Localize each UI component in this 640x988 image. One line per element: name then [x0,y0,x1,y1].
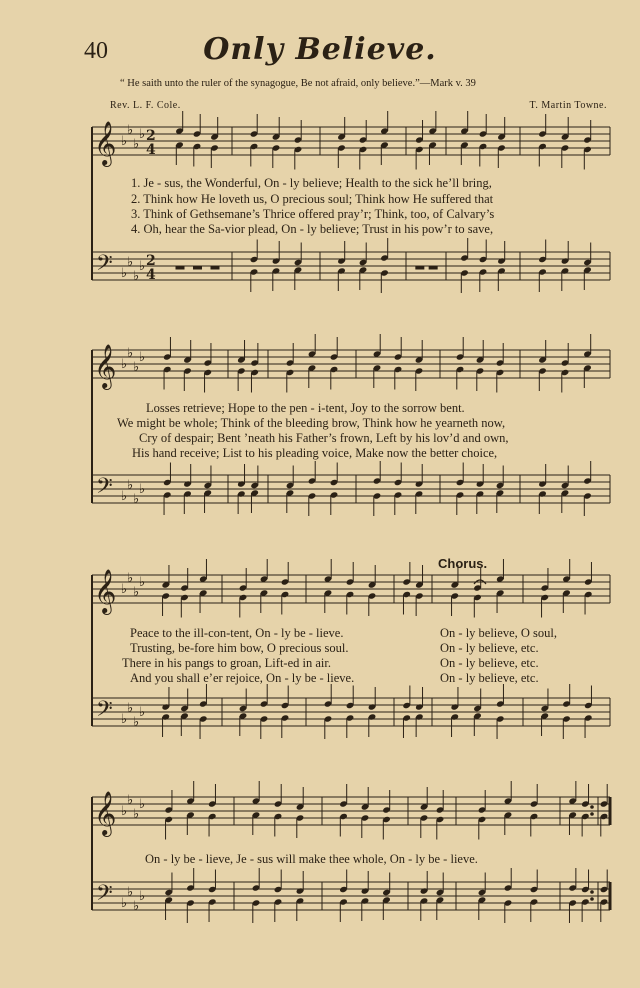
flat-icon: ♭ [139,350,146,365]
flat-icon: ♭ [127,701,134,716]
flat-icon: ♭ [127,255,134,270]
hymn-title: Only Believe. [203,32,437,67]
flat-icon: ♭ [139,259,146,274]
repeat-dot [590,890,594,894]
lyricist-credit: Rev. L. F. Cole. [110,100,181,111]
flat-icon: ♭ [121,489,128,504]
repeat-dot [590,805,594,809]
chorus-line-1: On - ly believe, O soul, [440,626,557,640]
flat-icon: ♭ [127,346,134,361]
system3-verse-3: There in his pangs to groan, Lift-ed in air. [122,656,331,670]
system1-verse-3: 3. Think of Gethsemane’s Thrice offered pray’r; Think, too, of Calvary’s [131,207,495,221]
system2-verse-3: Cry of despair; Bent ’neath his Father’s frown, Left by his lov’d and own, [139,431,509,445]
scripture-epigraph: “ He saith unto the ruler of the synagogue, Be not afraid, only believe.”—Mark v. 39 [120,78,476,89]
system2-verse-4: His hand receive; List to his pleading voice, Make now the better choice, [132,446,498,460]
time-signature-top: 2 [146,253,156,269]
flat-icon: ♭ [139,127,146,142]
flat-icon: ♭ [121,266,128,281]
time-signature-bottom: 4 [146,267,156,283]
system3-verse-2: Trusting, be-fore him bow, O precious soul. [130,641,349,655]
flat-icon: ♭ [133,492,140,507]
flat-icon: ♭ [121,582,128,597]
system2-verse-2: We might be whole; Think of the bleeding brow, Think how he yearneth now, [117,416,506,430]
flat-icon: ♭ [139,705,146,720]
composer-credit: T. Martin Towne. [529,100,607,111]
time-signature-bottom: 4 [146,142,156,158]
flat-icon: ♭ [121,804,128,819]
flat-icon: ♭ [127,571,134,586]
treble-clef-icon: 𝄞 [94,791,117,835]
page-number: 40 [84,38,108,64]
flat-icon: ♭ [139,797,146,812]
flat-icon: ♭ [133,269,140,284]
bass-clef-icon: 𝄢 [96,881,113,911]
chorus-line-3: On - ly believe, etc. [440,656,539,670]
flat-icon: ♭ [127,793,134,808]
flat-icon: ♭ [127,123,134,138]
system4-lyric: On - ly be - lieve, Je - sus will make thee whole, On - ly be - lieve. [145,852,478,866]
half-rest-icon [176,266,185,270]
flat-icon: ♭ [133,137,140,152]
system3-verse-1: Peace to the ill-con-tent, On - ly be - lieve. [130,626,344,640]
treble-clef-icon: 𝄞 [94,569,117,613]
system1-verse-4: 4. Oh, hear the Sa-vior plead, On - ly believe; Trust in his pow’r to save, [131,222,494,236]
half-rest-icon [429,266,438,270]
flat-icon: ♭ [127,885,134,900]
flat-icon: ♭ [133,360,140,375]
flat-icon: ♭ [121,357,128,372]
system1-verse-1: 1. Je - sus, the Wonderful, On - ly believe; Health to the sick he’ll bring, [131,176,492,190]
flat-icon: ♭ [133,715,140,730]
system3-verse-4: And you shall e’er rejoice, On - ly be - lieve. [130,671,355,685]
flat-icon: ♭ [139,889,146,904]
flat-icon: ♭ [133,585,140,600]
bass-clef-icon: 𝄢 [96,474,113,504]
flat-icon: ♭ [139,482,146,497]
flat-icon: ♭ [127,478,134,493]
bass-clef-icon: 𝄢 [96,251,113,281]
flat-icon: ♭ [139,575,146,590]
chorus-line-2: On - ly believe, etc. [440,641,539,655]
flat-icon: ♭ [121,712,128,727]
treble-clef-icon: 𝄞 [94,121,117,165]
system2-verse-1: Losses retrieve; Hope to the pen - i-tent, Joy to the sorrow bent. [146,401,465,415]
repeat-dot [590,812,594,816]
treble-clef-icon: 𝄞 [94,344,117,388]
chorus-label: Chorus. [438,556,488,571]
repeat-dot [590,897,594,901]
half-rest-icon [415,266,424,270]
system1-verse-2: 2. Think how He loveth us, O precious soul; Think how He suffered that [131,192,494,206]
flat-icon: ♭ [121,896,128,911]
time-signature-top: 2 [146,128,156,144]
half-rest-icon [193,266,202,270]
half-rest-icon [211,266,220,270]
flat-icon: ♭ [133,899,140,914]
flat-icon: ♭ [133,807,140,822]
bass-clef-icon: 𝄢 [96,697,113,727]
flat-icon: ♭ [121,134,128,149]
chorus-line-4: On - ly believe, etc. [440,671,539,685]
